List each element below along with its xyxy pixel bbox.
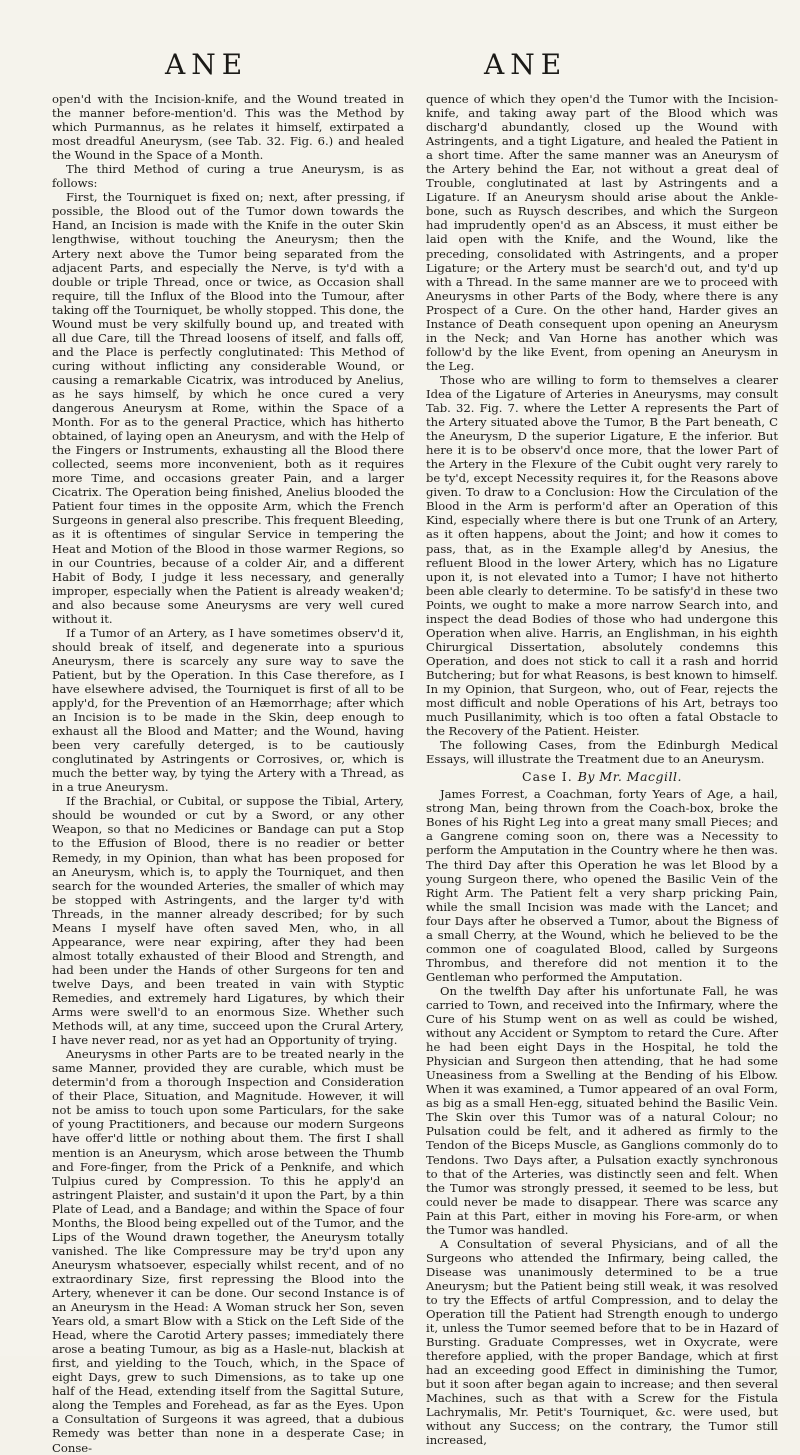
paragraph: Those who are willing to form to themselves a clearer Idea of the Ligature of Arteries in Aneurysms, may consult Tab. 32. Fig. 7. where the Letter A represents the Part of the Artery situated above the Tumor, B the Part beneath, C the Aneurysm, D the superior Ligature, E the inferior. But here it is to be observ'd once more, that the lower Part of the Artery in the Flexure of the Cubit ought very rarely to be ty'd, except Necessity requires it, for the Reasons above given. To draw to a Conclusion: How the Circulation of the Blood in the Arm is perform'd after an Operation of this Kind, especially where there is but one Trunk of an Artery, as it often happens, about the Joint; and how it comes to pass, that, as in the Example alleg'd by Anesius, the refluent Blood in the lower Artery, which has no Ligature upon it, is not elevated into a Tumor; I have not hitherto been able clearly to determine. To be satisfy'd in these two Points, we ought to make a more narrow Search into, and inspect the dead Bodies of those who had undergone this Operation when alive. Harris, an Englishman, in his eighth Chirurgical Dissertation, absolutely condemns this Operation, and does not stick to call it a rash and horrid Butchering; but for what Reasons, is best known to himself. In my Opinion, that Surgeon, who, out of Fear, rejects the most difficult and noble Operations of his Art, betrays too much Pusillanimity, which is too often a fatal Obstacle to the Recovery of the Patient. Heister.: [426, 372, 778, 739]
paragraph: The third Method of curing a true Aneurysm, is as follows:: [52, 162, 404, 191]
paragraph: On the twelfth Day after his unfortunate Fall, he was carried to Town, and received into the Infirmary, where the Cure of his Stump went on as well as could be wished, without any Accident or Symptom to retard the Cure. After he had been eight Days in the Hospital, he told the Physician and Surgeon then attending, that he had some Uneasiness from a Swelling at the Bending of his Elbow. When it was examined, a Tumor appeared of an oval Form, as big as a small Hen-egg, situated behind the Basilic Vein. The Skin over this Tumor was of a natural Colour; no Pulsation could be felt, and it adhered as firmly to the Tendon of the Biceps Muscle, as Ganglions commonly do to Tendons. Two Days after, a Pulsation exactly synchronous to that of the Arteries, was distinctly seen and felt. When the Tumor was strongly pressed, it seemed to be less, but could never be made to disappear. There was scarce any Pain at this Part, either in moving his Fore-arm, or when the Tumor was handled.: [426, 983, 778, 1237]
paragraph: quence of which they open'd the Tumor with the Incision-knife, and taking away part of the Blood which was discharg'd abundantly, closed up the Wound with Astringents, and a tight Ligature, and healed the Patient in a short time. After the same manner was an Aneurysm of the Artery behind the Ear, not without a great deal of Trouble, conglutinated at last by Astringents and a Ligature. If an Aneurysm should arise about the Ankle-bone, such as Ruysch describes, and which the Surgeon had imprudently open'd as an Abscess, it must either be laid open with the Knife, and the Wound, like the preceding, consolidated with Astringents, and a proper Ligature; or the Artery must be search'd out, and ty'd up with a Thread. In the same manner are we to proceed with Aneurysms in other Parts of the Body, where there is any Prospect of a Cure. On the other hand, Harder gives an Instance of Death consequent upon opening an Aneurysm in the Neck; and Van Horne has another which was follow'd by the like Event, from opening an Aneurysm in the Leg.: [426, 92, 778, 373]
case-author: By Mr. Macgill.: [577, 769, 682, 785]
paragraph: If a Tumor of an Artery, as I have sometimes observ'd it, should break of itself, and degenerate into a spurious Aneurysm, there is scarcely any sure way to save the Patient, but by the Operation. In this Case therefore, as I have elsewhere advised, the Tourniquet is first of all to be apply'd, for the Prevention of an Hæmorrhage; after which an Incision is to be made in the Skin, deep enough to exhaust all the Blood and Matter; and the Wound, having been very carefully deterged, is to be cautiously conglutinated by Astringents or Corrosives, or, which is much the better way, by tying the Artery with a Thread, as in a true Aneurysm.: [52, 625, 404, 795]
running-header: [0, 48, 800, 88]
left-column: [52, 92, 404, 1455]
paragraph: James Forrest, a Coachman, forty Years of Age, a hail, strong Man, being thrown from the Coach-box, broke the Bones of his Right Leg into a great many small Pieces; and a Gangrene coming soon on, there was a Necessity to perform the Amputation in the Country where he then was. The third Day after this Operation he was let Blood by a young Surgeon there, who opened the Basilic Vein of the Right Arm. The Patient felt a very sharp pricking Pain, while the small Incision was made with the Lancet; and four Days after he observed a Tumor, about the Bigness of a small Cherry, at the Wound, which he believed to be the common one of coagulated Blood, called by Surgeons Thrombus, and therefore did not mention it to the Gentleman who performed the Amputation.: [426, 787, 778, 984]
paragraph: First, the Tourniquet is fixed on; next, after pressing, if possible, the Blood out of the Tumor down towards the Hand, an Incision is made with the Knife in the outer Skin lengthwise, without touching the Aneurysm; then the Artery next above the Tumor being separated from the adjacent Parts, and especially the Nerve, is ty'd with a double or triple Thread, once or twice, as Occasion shall require, till the Influx of the Blood into the Tumour, after taking off the Tourniquet, be wholly stopped. This done, the Wound must be very skilfully bound up, and treated with all due Care, till the Thread loosens of itself, and falls off, and the Place is perfectly conglutinated: This Method of curing without inflicting any considerable Wound, or causing a remarkable Cicatrix, was introduced by Anelius, as he says himself, by which he once cured a very dangerous Aneurysm at Rome, within the Space of a Month. For as to the general Practice, which has hitherto obtained, of laying open an Aneurysm, and with the Help of the Fingers or Instruments, exhausting all the Blood there collected, seems more inconvenient, both as it requires more Time, and occasions greater Pain, and a larger Cicatrix. The Operation being finished, Anelius blooded the Patient four times in the opposite Arm, which the French Surgeons in general also prescribe. This frequent Bleeding, as it is oftentimes of singular Service in tempering the Heat and Motion of the Blood in those warmer Regions, so in our Countries, because of a colder Air, and a different Habit of Body, I judge it less necessary, and generally improper, especially when the Patient is already weaken'd; and also because some Aneurysms are very well cured without it.: [52, 190, 404, 626]
paragraph: Aneurysms in other Parts are to be treated nearly in the same Manner, provided they are curable, which must be determin'd from a thorough Inspection and Consideration of their Place, Situation, and Magnitude. However, it will not be amiss to touch upon some Particulars, for the sake of young Practitioners, and because our modern Surgeons have offer'd little or nothing about them. The first I shall mention is an Aneurysm, which arose between the Thumb and Fore-finger, from the Prick of a Penknife, and which Tulpius cured by Compression. To this he apply'd an astringent Plaister, and sustain'd it upon the Part, by a thin Plate of Lead, and a Bandage; and within the Space of four Months, the Blood being expelled out of the Tumor, and the Lips of the Wound drawn together, the Aneurysm totally vanished. The like Compressure may be try'd upon any Aneurysm whatsoever, especially whilst recent, and of no extraordinary Size, first repressing the Blood into the Artery, whenever it can be done. Our second Instance is of an Aneurysm in the Head: A Woman struck her Son, seven Years old, a smart Blow with a Stick on the Left Side of the Head, where the Carotid Artery passes; immediately there arose a beating Tumour, as big as a Hasle-nut, blackish at first, and yielding to the Touch, which, in the Space of eight Days, grew to such Dimensions, as to take up one half of the Head, extending itself from the Sagittal Suture, along the Temples and Forehead, as far as the Eyes. Upon a Consultation of Surgeons it was agreed, that a dubious Remedy was better than none in a desperate Case; in Conse-: [52, 1047, 404, 1455]
case-label: Case I.: [522, 769, 573, 785]
header-word-left: ANE: [165, 48, 249, 81]
right-column: [426, 92, 778, 1448]
paragraph: If the Brachial, or Cubital, or suppose the Tibial, Artery, should be wounded or cut by a Sword, or any other Weapon, so that no Medicines or Bandage can put a Stop to the Effusion of Blood, there is no readier or better Remedy, in my Opinion, than what has been proposed for an Aneurysm, which is, to apply the Tourniquet, and then search for the wounded Arteries, the smaller of which may be stopped with Astringents, and the larger ty'd with Threads, in the manner already described; for by such Means I myself have often saved Men, who, in all Appearance, were near expiring, after they had been almost totally exhausted of their Blood and Strength, and had been under the Hands of other Surgeons for ten and twelve Days, and been treated in vain with Styptic Remedies, and extremely hard Ligatures, by which their Arms were swell'd to an enormous Size. Whether such Methods will, at any time, succeed upon the Crural Artery, I have never read, nor as yet had an Opportunity of trying.: [52, 794, 404, 1048]
header-word-right: ANE: [484, 48, 568, 81]
text-columns: [52, 92, 778, 1455]
paragraph: open'd with the Incision-knife, and the Wound treated in the manner before-mention'd. This was the Method by which Purmannus, as he relates it himself, extirpated a most dreadful Aneurysm, (see Tab. 32. Fig. 6.) and healed the Wound in the Space of a Month.: [52, 92, 404, 163]
paragraph: The following Cases, from the Edinburgh Medical Essays, will illustrate the Treatment due to an Aneurysm.: [426, 738, 778, 767]
paragraph: A Consultation of several Physicians, and of all the Surgeons who attended the Infirmary, being called, the Disease was unanimously determined to be a true Aneurysm; but the Patient being still weak, it was resolved to try the Effects of artful Compression, and to delay the Operation till the Patient had Strength enough to undergo it, unless the Tumor seemed before that to be in Hazard of Bursting. Graduate Compresses, wet in Oxycrate, were therefore applied, with the proper Bandage, which at first had an exceeding good Effect in diminishing the Tumor, but it soon after began again to increase; and then several Machines, such as that with a Screw for the Fistula Lachrymalis, Mr. Petit's Tourniquet, &c. were used, but without any Success; on the contrary, the Tumor still increased,: [426, 1236, 778, 1448]
case-heading: [426, 770, 778, 784]
